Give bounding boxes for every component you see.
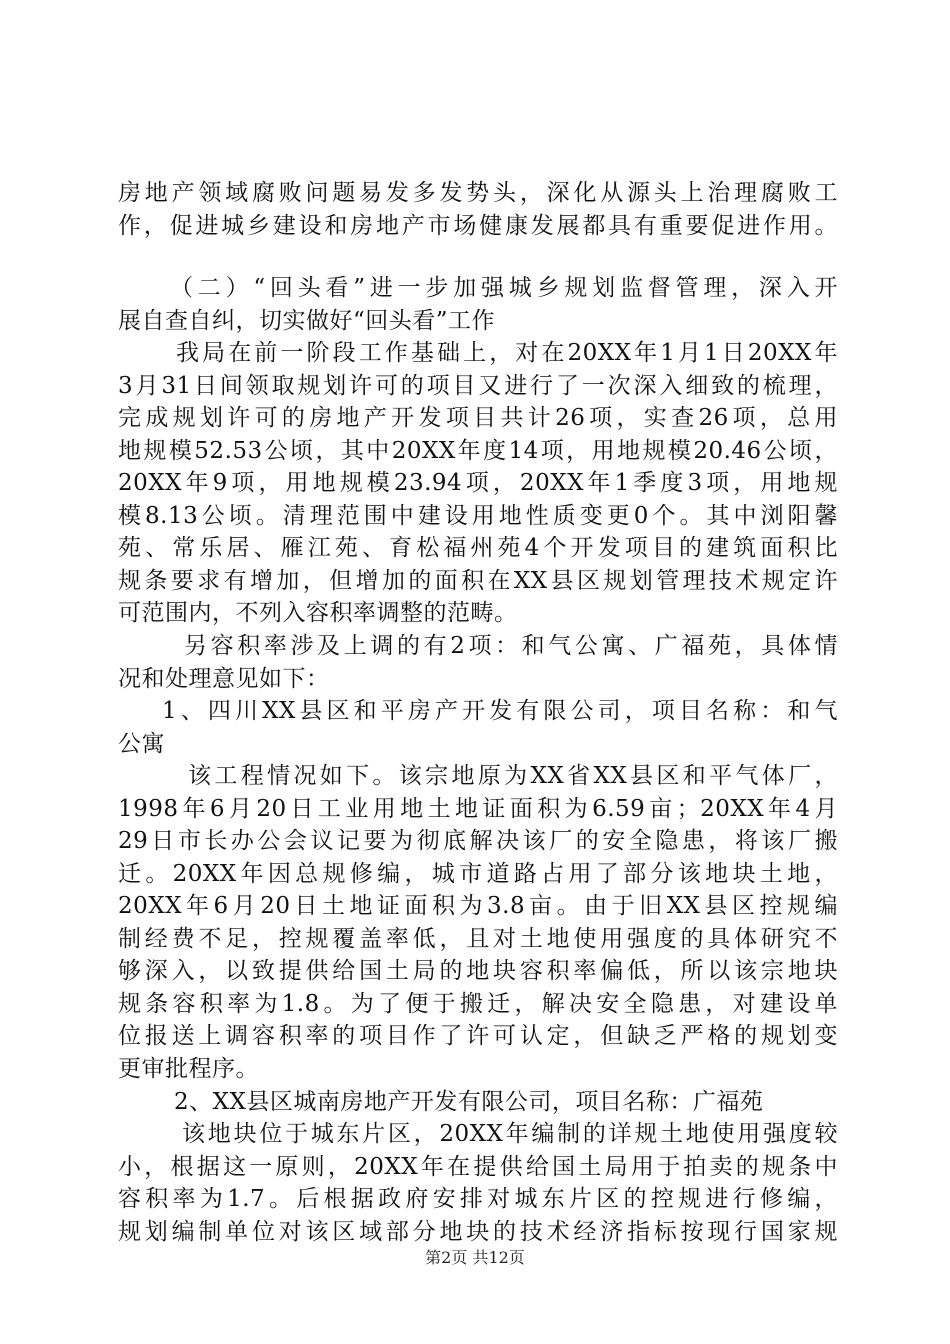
paragraph	[118, 760, 838, 1085]
text-line: 模8.13公顷。清理范围中建设用地性质变更0个。其中浏阳馨	[118, 502, 838, 529]
text-line: 规划编制单位对该区域部分地块的技术经济指标按现行国家规	[118, 1218, 838, 1245]
paragraph	[118, 630, 838, 695]
page-footer	[0, 1245, 950, 1268]
paragraph-far	[118, 630, 838, 695]
text-line: 迁。20XX年因总规修编，城市道路占用了部分该地块土地，	[118, 860, 838, 887]
text-line: 房地产领域腐败问题易发多发势头，深化从源头上治理腐败工	[118, 180, 838, 206]
text-line: 作，促进城乡建设和房地产市场健康发展都具有重要促进作用。	[118, 212, 838, 239]
text-line: 该工程情况如下。该宗地原为XX省XX县区和平气体厂，	[188, 763, 838, 789]
text-line: 展自查自纠，切实做好“回头看”工作	[118, 307, 496, 334]
text-line: 可范围内，不列入容积率调整的范畴。	[118, 600, 518, 626]
paragraph-item-1	[118, 695, 838, 760]
paragraph	[118, 177, 838, 242]
text-line: 位报送上调容积率的项目作了许可认定，但缺乏严格的规划变	[118, 1023, 838, 1049]
text-line: 29日市长办公会议记要为彻底解决该厂的安全隐患，将该厂搬	[118, 828, 838, 854]
paragraph-intro	[118, 177, 838, 242]
text-line: 规条要求有增加，但增加的面积在XX县区规划管理技术规定许	[118, 567, 838, 594]
text-line: 完成规划许可的房地产开发项目共计26项，实查26项，总用	[118, 405, 838, 431]
paragraph-review	[118, 337, 838, 630]
page-number: 第2页 共12页	[425, 1248, 525, 1267]
text-line: 公寓	[118, 730, 165, 757]
paragraph-project-2	[118, 1118, 838, 1248]
paragraph	[118, 1118, 838, 1248]
text-line: 该地块位于城东片区，20XX年编制的详规土地使用强度较	[182, 1121, 838, 1147]
paragraph	[118, 695, 838, 760]
text-line: 苑、常乐居、雁江苑、育松福州苑4个开发项目的建筑面积比	[118, 535, 838, 561]
paragraph-item-2	[118, 1086, 838, 1119]
text-line: 况和处理意见如下：	[118, 665, 330, 692]
section-heading	[118, 272, 838, 337]
text-line: 够深入，以致提供给国土局的地块容积率偏低，所以该宗地块	[118, 958, 838, 984]
paragraph-project-1	[118, 760, 838, 1085]
text-line: 小，根据这一原则，20XX年在提供给国土局用于拍卖的规条中	[118, 1153, 838, 1180]
text-line: 更审批程序。	[118, 1055, 259, 1082]
text-line: 3月31日间领取规划许可的项目又进行了一次深入细致的梳理，	[118, 372, 838, 399]
text-line: （二）“回头看”进一步加强城乡规划监督管理，深入开	[170, 275, 838, 301]
text-line: 1、四川XX县区和平房产开发有限公司，项目名称：和气	[162, 698, 838, 724]
text-line: 规条容积率为1.8。为了便于搬迁，解决安全隐患，对建设单	[118, 990, 838, 1017]
text-line: 地规模52.53公顷，其中20XX年度14项，用地规模20.46公顷，	[118, 437, 838, 464]
text-line: 我局在前一阶段工作基础上，对在20XX年1月1日20XX年	[176, 340, 838, 366]
text-line: 2、XX县区城南房地产开发有限公司，项目名称：广福苑	[174, 1089, 764, 1115]
text-line: 1998年6月20日工业用地土地证面积为6.59亩；20XX年4月	[118, 795, 838, 822]
text-line: 另容积率涉及上调的有2项：和气公寓、广福苑，具体情	[184, 633, 838, 659]
paragraph	[118, 272, 838, 337]
text-line: 20XX年6月20日土地证面积为3.8亩。由于旧XX县区控规编	[118, 893, 838, 919]
paragraph	[118, 337, 838, 630]
text-line: 制经费不足，控规覆盖率低，且对土地使用强度的具体研究不	[118, 925, 838, 952]
text-line: 容积率为1.7。后根据政府安排对城东片区的控规进行修编，	[118, 1186, 838, 1212]
paragraph	[118, 1086, 838, 1119]
text-line: 20XX年9项，用地规模23.94项，20XX年1季度3项，用地规	[118, 470, 838, 496]
